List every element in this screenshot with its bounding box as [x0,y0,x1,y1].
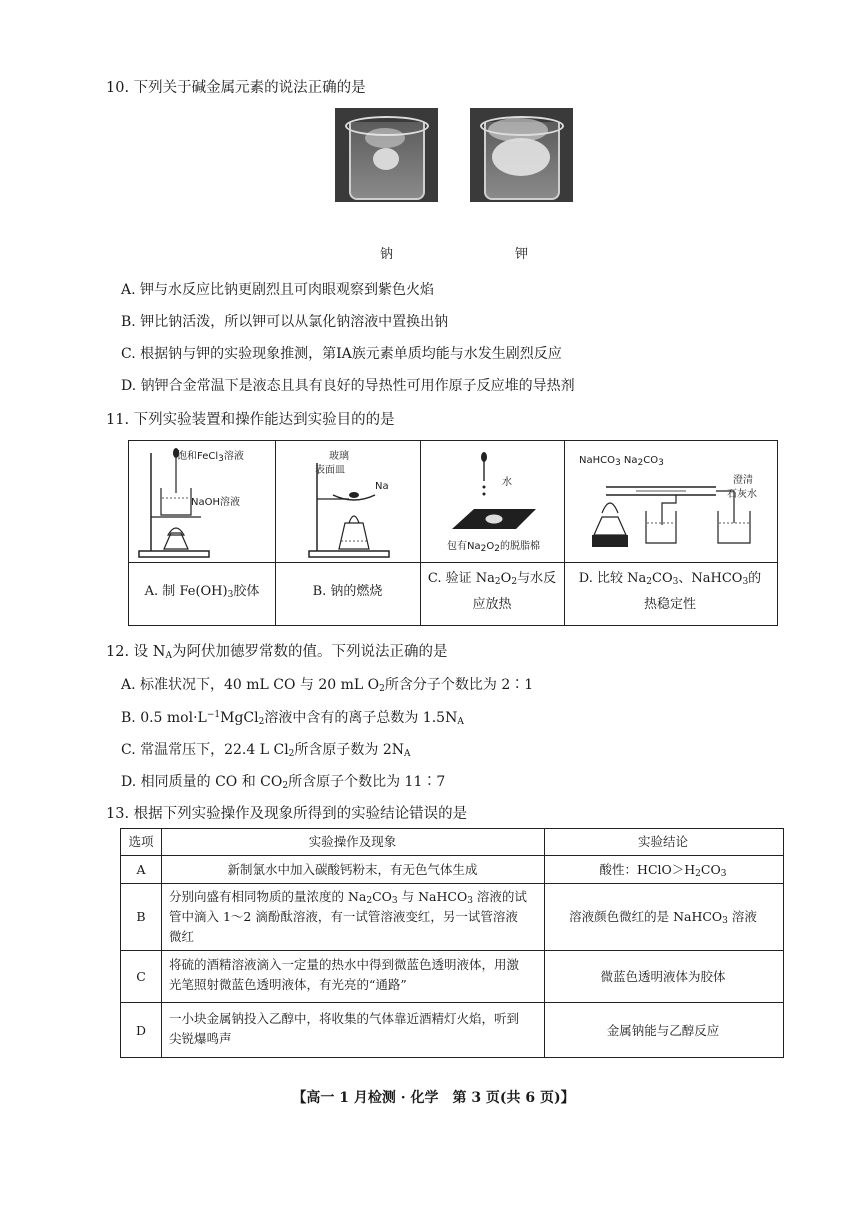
label-water: 水 [502,477,512,488]
label-fecl3: 饱和FeCl$_3$溶液 [177,451,244,464]
q10-option-b: B. 钾比钠活泼，所以钾可以从氯化钠溶液中置换出钠 [121,314,449,330]
row-d-conclusion: 金属钠能与乙醇反应 [606,1023,720,1038]
row-b-operation: 分别向盛有相同物质的量浓度的 $Na_2CO_3$ 与 NaHCO$_3$ 溶液的试 管中滴入 1～2 滴酚酞溶液，有一试管溶液变红，另一试管溶液 微红 [169,889,527,944]
q10-option-a: A. 钾与水反应比钠更剧烈且可肉眼观察到紫色火焰 [121,282,435,298]
q12-option-c: C. 常温常压下，22.4 L $Cl_2$所含原子数为 $2N_A$ [121,742,411,759]
header-operation: 实验操作及现象 [308,834,397,849]
q10-stem: 10. 下列关于碱金属元素的说法正确的是 [106,80,366,96]
row-a-operation: 新制氯水中加入碳酸钙粉末，有无色气体生成 [227,862,478,877]
caption-sodium: 钠 [380,247,394,262]
q12-option-d: D. 相同质量的 CO 和 $CO_2$所含原子个数比为 11∶7 [121,774,446,791]
label-watch-glass: 表面皿 [315,465,345,476]
row-c-option: C [136,969,146,984]
caption-a: A. 制 $Fe(OH)_3$胶体 [144,584,260,600]
label-glass: 玻璃 [329,451,349,462]
q11-apparatus-table [128,440,778,626]
label-clear: 澄清 [733,475,753,486]
q12-option-a: A. 标准状况下，40 mL CO 与 20 mL $O_2$所含分子个数比为 2∶1 [121,677,534,694]
label-cotton: 包有$Na_2O_2$的脱脂棉 [447,541,540,554]
label-naoh: NaOH溶液 [191,497,240,508]
row-a-option: A [136,862,146,877]
q13-stem: 13. 根据下列实验操作及现象所得到的实验结论错误的是 [106,806,468,822]
caption-d: D. 比较 $Na_2CO_3$、NaHCO$_3$的 热稳定性 [578,571,762,612]
q11-stem: 11. 下列实验装置和操作能达到实验目的的是 [106,412,395,428]
q12-option-b: B. 0.5 $mol\cdot L^{-1}MgCl_2$溶液中含有的离子总数为 $1.5N_A$ [121,710,464,727]
caption-b: B. 钠的燃烧 [312,584,383,599]
header-conclusion: 实验结论 [637,834,688,849]
row-a-conclusion: 酸性：$HClO>H_2CO_3$ [599,862,727,879]
page-footer: 【高一 1 月检测 · 化学 第 3 页(共 6 页)】 [292,1090,575,1106]
q13-table [120,828,784,1058]
row-b-conclusion: 溶液颜色微红的是 NaHCO$_3$ 溶液 [569,909,757,926]
row-c-operation: 将硫的酒精溶液滴入一定量的热水中得到微蓝色透明液体，用激 光笔照射微蓝色透明液体，有光亮的“通路” [169,957,520,992]
q10-option-d: D. 钠钾合金常温下是液态且具有良好的导热性可用作原子反应堆的导热剂 [121,378,575,394]
label-na: Na [375,481,389,492]
potassium-photo [470,108,573,202]
q10-option-c: C. 根据钠与钾的实验现象推测，第ⅠA族元素单质均能与水发生剧烈反应 [121,346,562,362]
label-nahco3-na2co3: NaHCO$_3$ $Na_2CO_3$ [579,455,664,468]
q12-stem: 12. 设 $N_A$为阿伏加德罗常数的值。下列说法正确的是 [106,644,448,661]
caption-potassium: 钾 [515,247,529,262]
caption-c: C. 验证 $Na_2O_2$与水反 应放热 [427,571,557,612]
row-d-option: D [135,1023,147,1038]
apparatus-b-drawing [279,443,419,561]
label-limewater: 石灰水 [727,489,757,500]
header-option: 选项 [128,834,154,849]
row-d-operation: 一小块金属钠投入乙醇中，将收集的气体靠近酒精灯火焰，听到 尖锐爆鸣声 [169,1011,520,1046]
row-c-conclusion: 微蓝色透明液体为胶体 [600,969,726,984]
row-b-option: B [136,909,146,924]
sodium-photo [335,108,438,202]
